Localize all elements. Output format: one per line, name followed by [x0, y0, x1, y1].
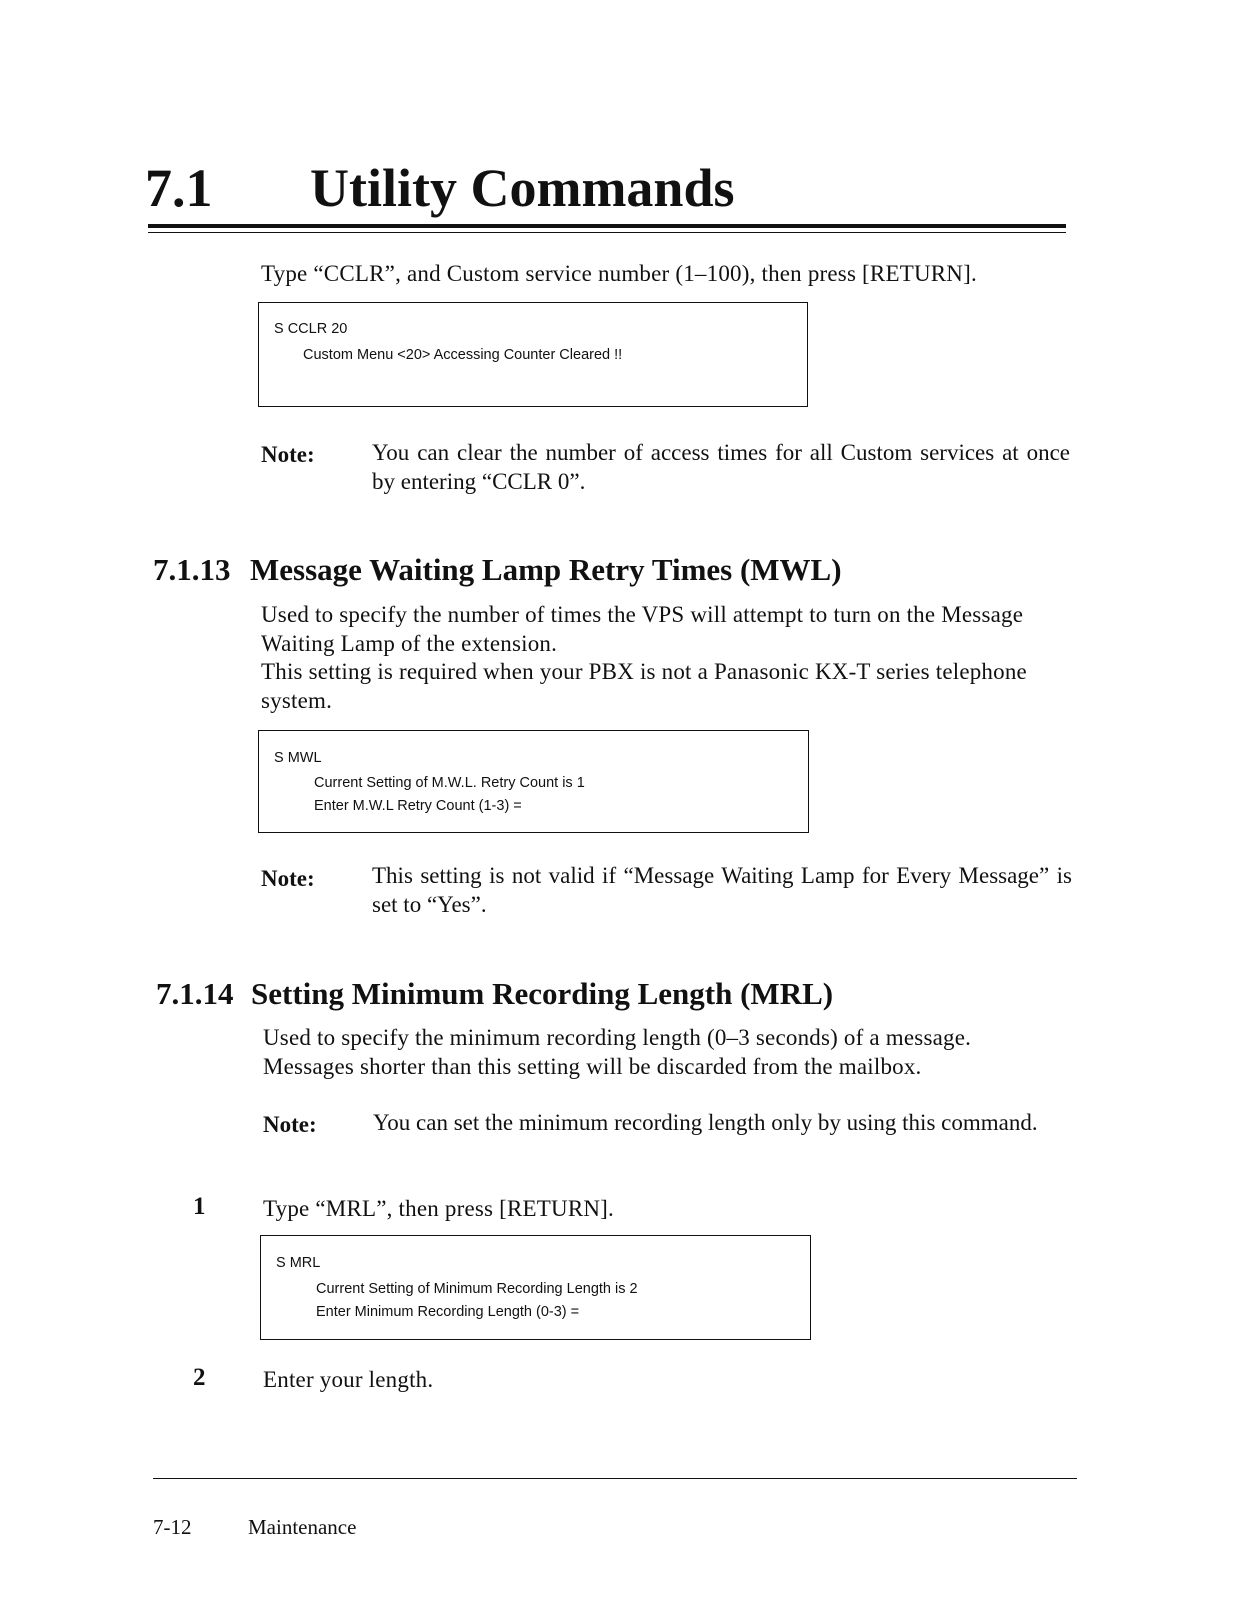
screen-command: S MRL — [276, 1255, 321, 1271]
chapter-number: 7.1 — [145, 158, 213, 218]
note-label: Note: — [261, 442, 315, 467]
terminal-screen-cclr — [258, 302, 808, 407]
screen-output-line: Enter Minimum Recording Length (0-3) = — [316, 1304, 580, 1320]
note-text: This setting is not valid if “Message Waiting Lamp for Every Message” is set to “Yes”. — [372, 863, 1072, 917]
step-number: 1 — [193, 1193, 206, 1220]
screen-output-line: Current Setting of M.W.L. Retry Count is 1 — [314, 775, 585, 791]
section-paragraph: Messages shorter than this setting will be discarded from the mailbox. — [263, 1054, 922, 1079]
note-label: Note: — [261, 866, 315, 891]
screen-command: S MWL — [274, 750, 322, 766]
chapter-title: Utility Commands — [310, 158, 735, 218]
section-paragraph: Used to specify the number of times the VPS will attempt to turn on the Message Waiting Lamp of the extension. — [261, 602, 1024, 656]
intro-instruction: Type “CCLR”, and Custom service number (1–100), then press [RETURN]. — [261, 261, 977, 286]
step-text: Enter your length. — [263, 1367, 434, 1392]
screen-output-line: Custom Menu <20> Accessing Counter Cleared !! — [303, 347, 623, 363]
step-text: Type “MRL”, then press [RETURN]. — [263, 1196, 614, 1221]
note-text: You can set the minimum recording length only by using this command. — [373, 1110, 1038, 1135]
footer-rule — [153, 1478, 1077, 1479]
footer-page-number: 7-12 — [153, 1515, 192, 1539]
section-paragraph: This setting is required when your PBX is not a Panasonic KX-T series telephone system. — [261, 659, 1027, 713]
footer-section-name: Maintenance — [248, 1515, 357, 1539]
screen-command: S CCLR 20 — [274, 321, 348, 337]
header-rule — [148, 224, 1066, 228]
step-number: 2 — [193, 1364, 206, 1391]
terminal-screen-mwl — [258, 730, 809, 833]
section-number: 7.1.14 — [156, 976, 234, 1011]
section-paragraph: Used to specify the minimum recording length (0–3 seconds) of a message. — [263, 1025, 972, 1050]
screen-output-line: Enter M.W.L Retry Count (1-3) = — [314, 798, 522, 814]
note-text: You can clear the number of access times for all Custom services at once by entering “CCLR 0”. — [372, 440, 1070, 494]
section-title: Setting Minimum Recording Length (MRL) — [251, 976, 834, 1011]
note-label: Note: — [263, 1112, 317, 1137]
section-number: 7.1.13 — [153, 552, 231, 587]
header-rule-thin — [148, 232, 1066, 233]
terminal-screen-mrl — [260, 1235, 811, 1340]
section-title: Message Waiting Lamp Retry Times (MWL) — [250, 552, 842, 587]
screen-output-line: Current Setting of Minimum Recording Length is 2 — [316, 1281, 638, 1297]
